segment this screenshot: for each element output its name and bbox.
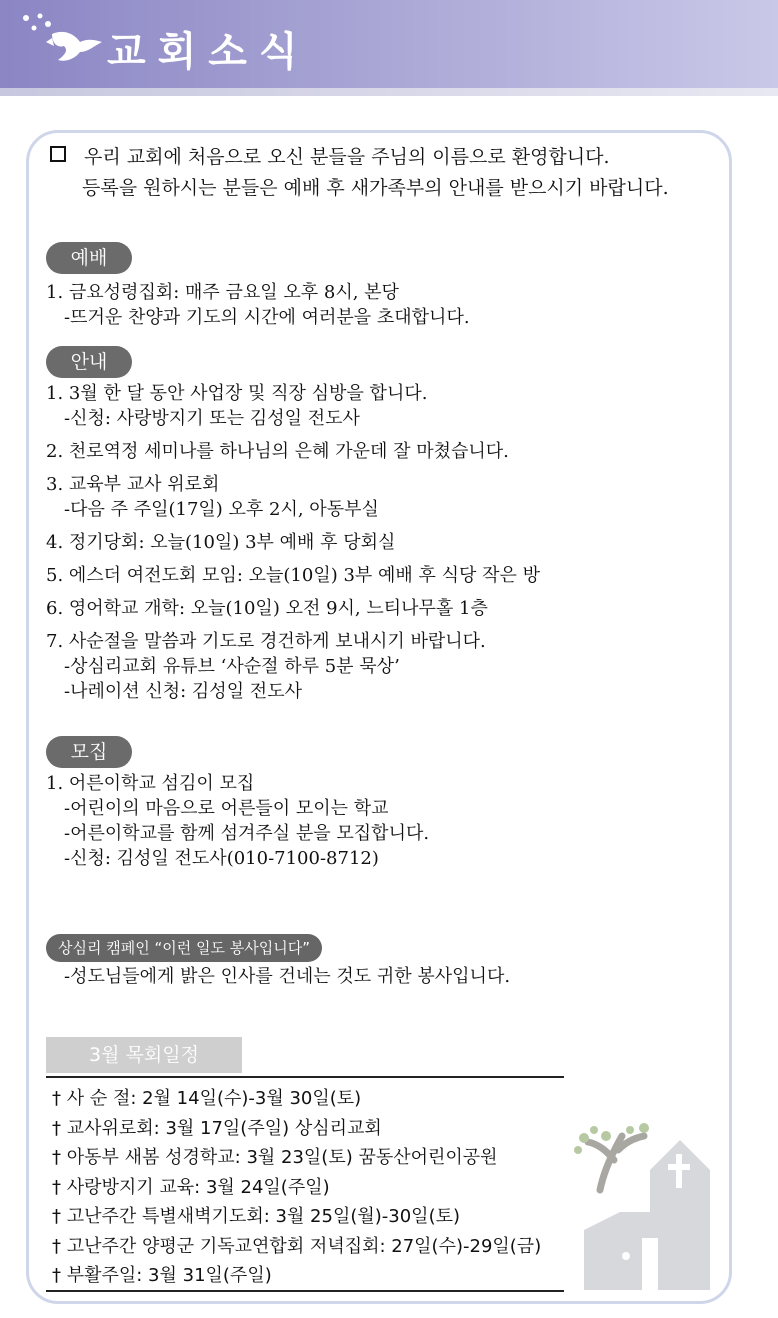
schedule-label: 3월 목회일정 <box>46 1037 242 1073</box>
page-title: 교회소식 <box>107 29 310 75</box>
list-item: 1. 금요성령집회: 매주 금요일 오후 8시, 본당 -뜨거운 찬양과 기도의 시간에 여러분을 초대합니다. <box>46 282 470 328</box>
list-item: 5. 에스더 여전도회 모임: 오늘(10일) 3부 예배 후 식당 작은 방 <box>46 565 541 586</box>
schedule-item: † 사랑방지기 교육: 3월 24일(주일) <box>52 1176 330 1198</box>
list-item: 2. 천로역정 세미나를 하나님의 은혜 가운데 잘 마쳤습니다. <box>46 441 509 462</box>
list-item: 1. 3월 한 달 동안 사업장 및 직장 심방을 합니다. -신청: 사랑방지기 또는 김성일 전도사 <box>46 383 428 429</box>
header-divider <box>0 88 778 96</box>
church-tree-icon <box>570 1120 720 1290</box>
list-item: 6. 영어학교 개학: 오늘(10일) 오전 9시, 느티나무홀 1층 <box>46 598 488 619</box>
checkbox-bullet-icon <box>50 146 66 162</box>
intro-line-2: 등록을 원하시는 분들은 예배 후 새가족부의 안내를 받으시기 바랍니다. <box>82 177 669 199</box>
list-item: 7. 사순절을 말씀과 기도로 경건하게 보내시기 바랍니다. -상심리교회 유튜브 ‘사순절 하루 5분 묵상’ -나레이션 신청: 김성일 전도사 <box>46 631 486 702</box>
notice-label: 안내 <box>46 346 132 378</box>
campaign-label: 상심리 캠페인 “이런 일도 봉사입니다” <box>46 934 322 962</box>
dove-icon <box>18 12 108 68</box>
schedule-item: † 부활주일: 3월 31일(주일) <box>52 1265 272 1286</box>
schedule-item: † 고난주간 양평군 기독교연합회 저녁집회: 27일(수)-29일(금) <box>52 1235 542 1257</box>
worship-label: 예배 <box>46 242 132 274</box>
list-item: 4. 정기당회: 오늘(10일) 3부 예배 후 당회실 <box>46 532 396 553</box>
campaign-text: -성도님들에게 밝은 인사를 건네는 것도 귀한 봉사입니다. <box>64 966 511 987</box>
worship-list <box>46 280 470 330</box>
schedule-bottom-rule <box>46 1290 564 1292</box>
recruit-label: 모집 <box>46 736 132 768</box>
schedule-item: † 고난주간 특별새벽기도회: 3월 25일(월)-30일(토) <box>52 1206 461 1227</box>
intro-line-1: 우리 교회에 처음으로 오신 분들을 주님의 이름으로 환영합니다. <box>84 146 610 168</box>
schedule-item: † 사 순 절: 2월 14일(수)-3월 30일(토) <box>52 1088 362 1109</box>
list-item: 3. 교육부 교사 위로회 -다음 주 주일(17일) 오후 2시, 아동부실 <box>46 474 379 520</box>
schedule-item: † 교사위로회: 3월 17일(주일) 상심리교회 <box>52 1117 382 1139</box>
welcome-intro <box>50 142 669 204</box>
schedule-list <box>52 1084 541 1291</box>
notice-list <box>46 381 540 704</box>
schedule-item: † 아동부 새봄 성경학교: 3월 23일(토) 꿈동산어린이공원 <box>52 1147 498 1168</box>
recruit-list <box>46 771 429 871</box>
list-item: 1. 어른이학교 섬김이 모집 -어린이의 마음으로 어른들이 모이는 학교 -어른이학교를 함께 섬겨주실 분을 모집합니다. -신청: 김성일 전도사(010-7100-8712) <box>46 773 430 869</box>
schedule-top-rule <box>46 1076 564 1078</box>
